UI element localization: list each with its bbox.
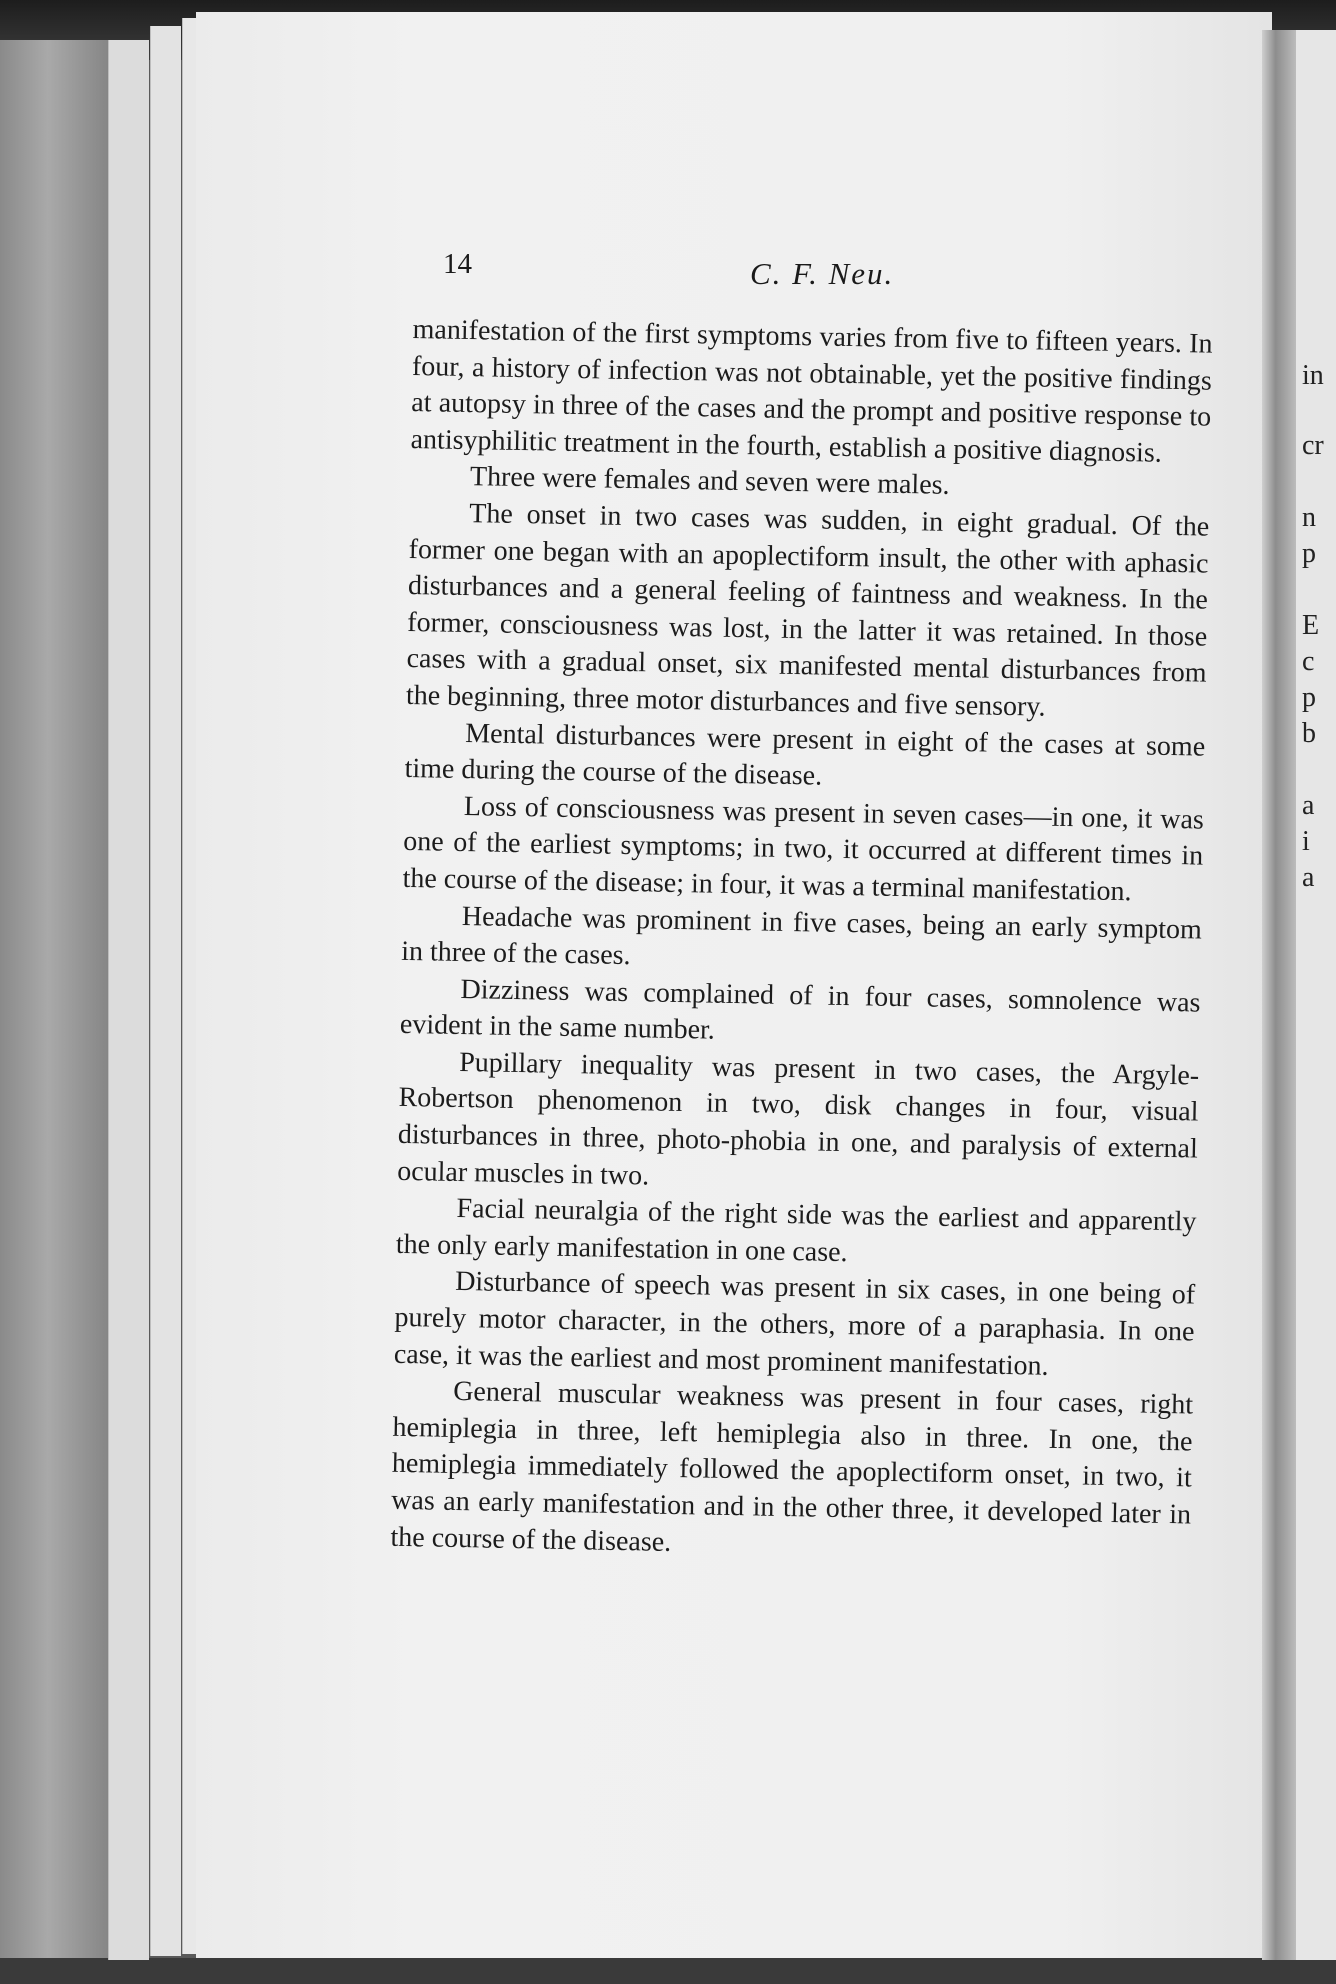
scanner-background-bottom	[0, 1958, 1336, 1984]
page-edge	[108, 40, 149, 1960]
next-page-fragment: cr	[1302, 430, 1324, 461]
paragraph: General muscular weakness was present in four cases, right hemiplegia in three, left hemiplegia also in three. In one, the hemiplegia immediately followed the apoplectiform onset, in two, it was an early manifestation and in the other three, it developed later in the course of the disease.	[390, 1376, 1194, 1558]
paragraph: Headache was prominent in five cases, being an early symptom in three of the cases.	[400, 900, 1203, 972]
next-page-fragment: E	[1302, 610, 1320, 641]
next-page-fragment: a	[1302, 862, 1315, 893]
next-page-fragment: n	[1302, 502, 1316, 533]
book-gutter	[1262, 30, 1296, 1960]
paragraph: Disturbance of speech was present in six cases, in one being of purely motor character, in the others, more of a paraphasia. In one case, it was the earliest and most prominent manifestation.	[393, 1266, 1196, 1382]
paragraph: Three were females and seven were males.	[469, 461, 950, 502]
next-page-fragment: p	[1302, 682, 1316, 713]
paragraph: Dizziness was complained of in four cases, somnolence was evident in the same number.	[399, 973, 1201, 1046]
next-page-fragment: a	[1302, 790, 1315, 821]
next-page-fragment: in	[1302, 360, 1324, 391]
next-page-fragment: i	[1302, 826, 1310, 857]
next-page-fragment: p	[1302, 538, 1316, 569]
paragraph: Loss of consciousness was present in seven cases—in one, it was one of the earliest symptoms; in two, it occurred at different times in the course of the disease; in four, it was a terminal manifestation.	[402, 790, 1205, 908]
paragraph: Facial neuralgia of the right side was the earliest and apparently the only early manifestation in one case.	[395, 1193, 1197, 1268]
next-page-fragment: c	[1302, 646, 1315, 677]
page-number: 14	[443, 248, 472, 280]
page-edge	[182, 18, 197, 1954]
paragraph: Mental disturbances were present in eight of the cases at some time during the course of the disease.	[404, 717, 1206, 792]
paragraph: Pupillary inequality was present in two cases, the Argyle-Robertson phenomenon in two, disk changes in four, visual disturbances in three, photo-phobia in one, and paralysis of external ocular muscles in two.	[396, 1046, 1200, 1192]
paragraph: The onset in two cases was sudden, in eight gradual. Of the former one began with an apoplectiform insult, the other with aphasic disturbances and a general feeling of faintness and weakness. In the former, consciousness was lost, in the latter it was retained. In those cases with a gradual onset, six manifested mental disturbances from the beginning, three motor disturbances and five sensory.	[405, 498, 1210, 723]
body-text	[390, 312, 1213, 1571]
next-page-fragment: b	[1302, 718, 1316, 749]
running-head: C. F. Neu.	[750, 256, 895, 291]
scanner-background-left	[0, 40, 120, 1984]
page-edge	[150, 26, 181, 1956]
paragraph: manifestation of the first symptoms varies from five to fifteen years. In four, a history of infection was not obtainable, yet the positive findings at autopsy in three of the cases and the prompt and positive response to antisyphilitic treatment in the fourth, establish a positive diagnosis.	[410, 313, 1213, 469]
next-page-sliver	[1296, 30, 1336, 1960]
